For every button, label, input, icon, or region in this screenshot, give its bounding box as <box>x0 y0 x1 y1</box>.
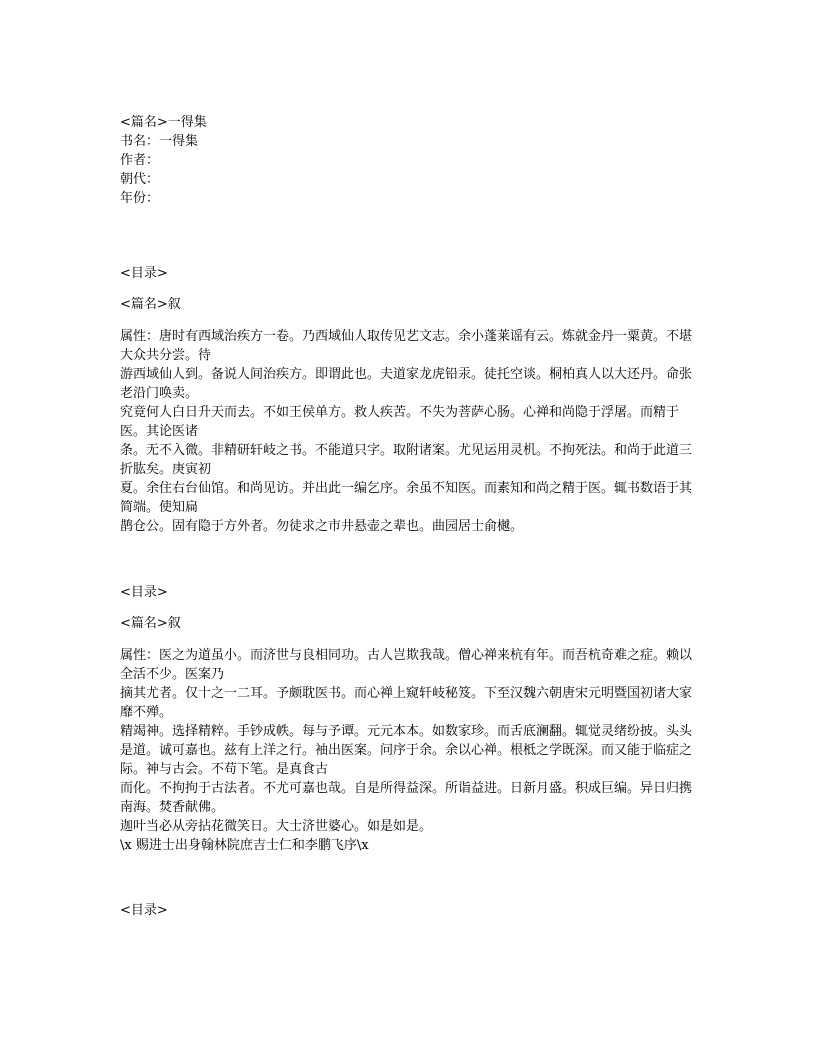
book-title-field: 书名：一得集 <box>120 134 199 149</box>
body-line: 摘其尤者。仅十之一二耳。予颇耽医书。而心禅上窥轩岐秘笈。下至汉魏六朝唐宋元明暨国初诸大家靡不殚。 <box>120 686 693 720</box>
year-field: 年份： <box>120 191 160 206</box>
dynasty-field: 朝代： <box>120 172 160 187</box>
body-line: 精竭神。选择精粹。手钞成帙。每与予谭。元元本本。如数家珍。而舌底澜翻。辄觉灵绪纷披。头头是道。诚可嘉也。兹有上洋之行。袖出医案。问序于余。余以心禅。根柢之学既深。而又能于临症之际。神与古会。不苟下笔。是真食古 <box>120 724 693 777</box>
document-page <box>120 113 700 920</box>
body-line: 夏。余住右台仙馆。和尚见访。并出此一编乞序。余虽不知医。而素知和尚之精于医。辄书数语于其简端。使知扁 <box>120 481 693 515</box>
author-field: 作者： <box>120 153 160 168</box>
body-line: 究竟何人白日升天而去。不如王侯单方。救人疾苦。不失为菩萨心肠。心禅和尚隐于浮屠。而精于医。其论医诸 <box>120 405 680 439</box>
body-line: 游西域仙人到。备说人间治疾方。即谓此也。夫道家龙虎铅汞。徒托空谈。桐柏真人以大还丹。命张老沿门唤卖。 <box>120 367 693 401</box>
body-line: 属性：医之为道虽小。而济世与良相同功。古人岂欺我哉。僧心禅来杭有年。而吾杭奇难之症。赖以全活不少。医案乃 <box>120 648 693 682</box>
toc-marker-2: <目录> <box>120 585 168 600</box>
toc-marker-1: <目录> <box>120 266 168 281</box>
section-1-title: <篇名>叙 <box>120 297 181 312</box>
signature-line: \x 赐进士出身翰林院庶吉士仁和李鹏飞序\x <box>120 838 369 853</box>
body-line: 而化。不拘拘于古法者。不尤可嘉也哉。自是所得益深。所诣益进。日新月盛。积成巨编。异日归携南海。焚香献佛。 <box>120 781 693 815</box>
body-line: 条。无不入微。非精研轩岐之书。不能道只字。取附诸案。尤见运用灵机。不拘死法。和尚于此道三折肱矣。庚寅初 <box>120 443 693 477</box>
section-2-body <box>120 646 700 855</box>
body-line: 属性：唐时有西域治疾方一卷。乃西域仙人取传见艺文志。余小蓬莱谣有云。炼就金丹一粟黄。不堪大众共分尝。待 <box>120 329 693 363</box>
section-2-title: <篇名>叙 <box>120 616 181 631</box>
body-line: 鹊仓公。固有隐于方外者。勿徒求之市井悬壶之辈也。曲园居士俞樾。 <box>120 519 524 534</box>
section-1-body <box>120 327 700 536</box>
body-line: 迦叶当必从旁拈花微笑日。大士济世婆心。如是如是。 <box>120 819 433 834</box>
doc-heading: <篇名>一得集 <box>120 115 207 130</box>
toc-marker-3: <目录> <box>120 903 168 918</box>
